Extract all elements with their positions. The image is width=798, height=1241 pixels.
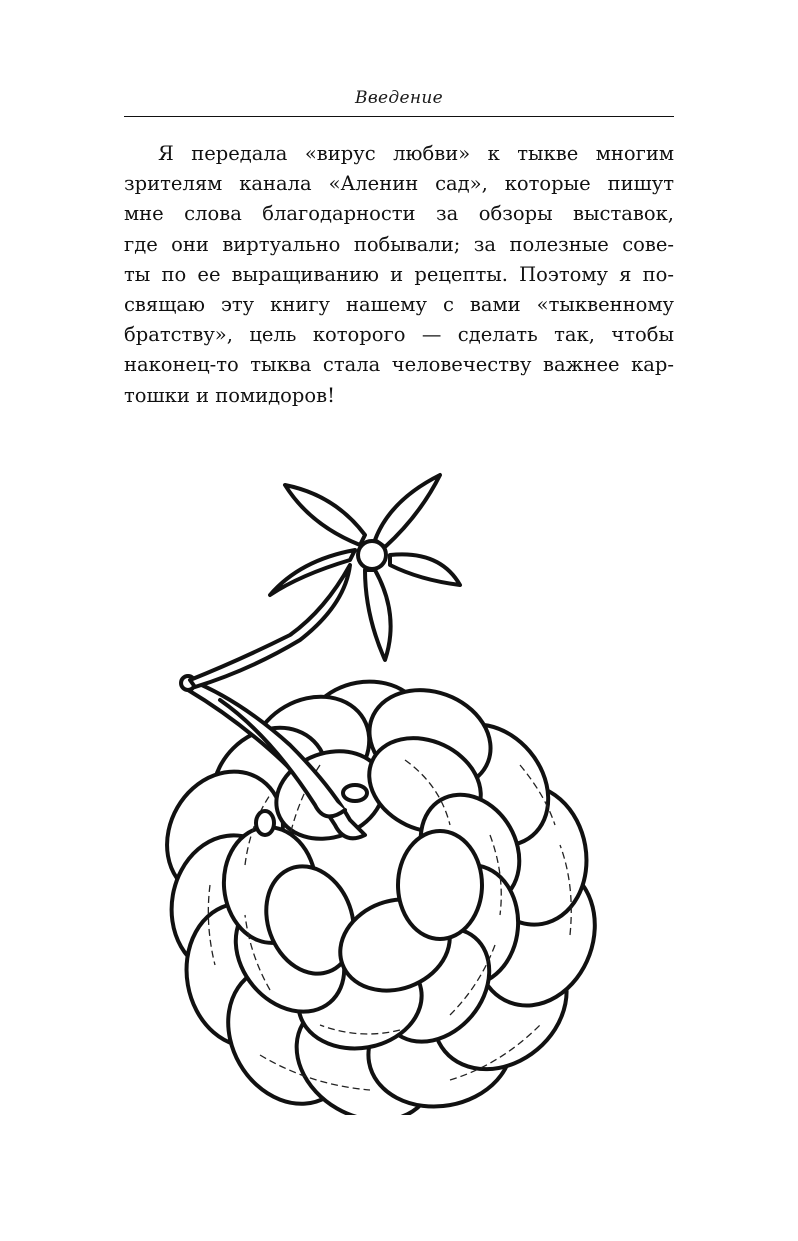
pumpkin-illustration (150, 465, 630, 1115)
running-head-title: Введение (355, 88, 443, 108)
text-line: Я передала «вирус любви» к тыкве многим (158, 142, 674, 165)
text-line: мне слова благодарности за обзоры выставок, (124, 202, 674, 226)
text-line: наконец-то тыква стала человечеству важнее кар- (124, 353, 674, 377)
pumpkin-with-flower-icon (150, 465, 630, 1115)
text-line: тошки и помидоров! (124, 383, 335, 407)
text-line: зрителям канала «Аленин сад», которые пишут (124, 172, 674, 196)
text-line: свящаю эту книгу нашему с вами «тыквенному (124, 293, 674, 317)
text-line: ты по ее выращиванию и рецепты. Поэтому я по- (124, 262, 674, 286)
text-line: братству», цель которого — сделать так, чтобы (124, 323, 674, 347)
body-paragraph (124, 139, 674, 411)
header-rule (124, 116, 674, 117)
text-line: где они виртуально побывали; за полезные сове- (124, 232, 674, 256)
